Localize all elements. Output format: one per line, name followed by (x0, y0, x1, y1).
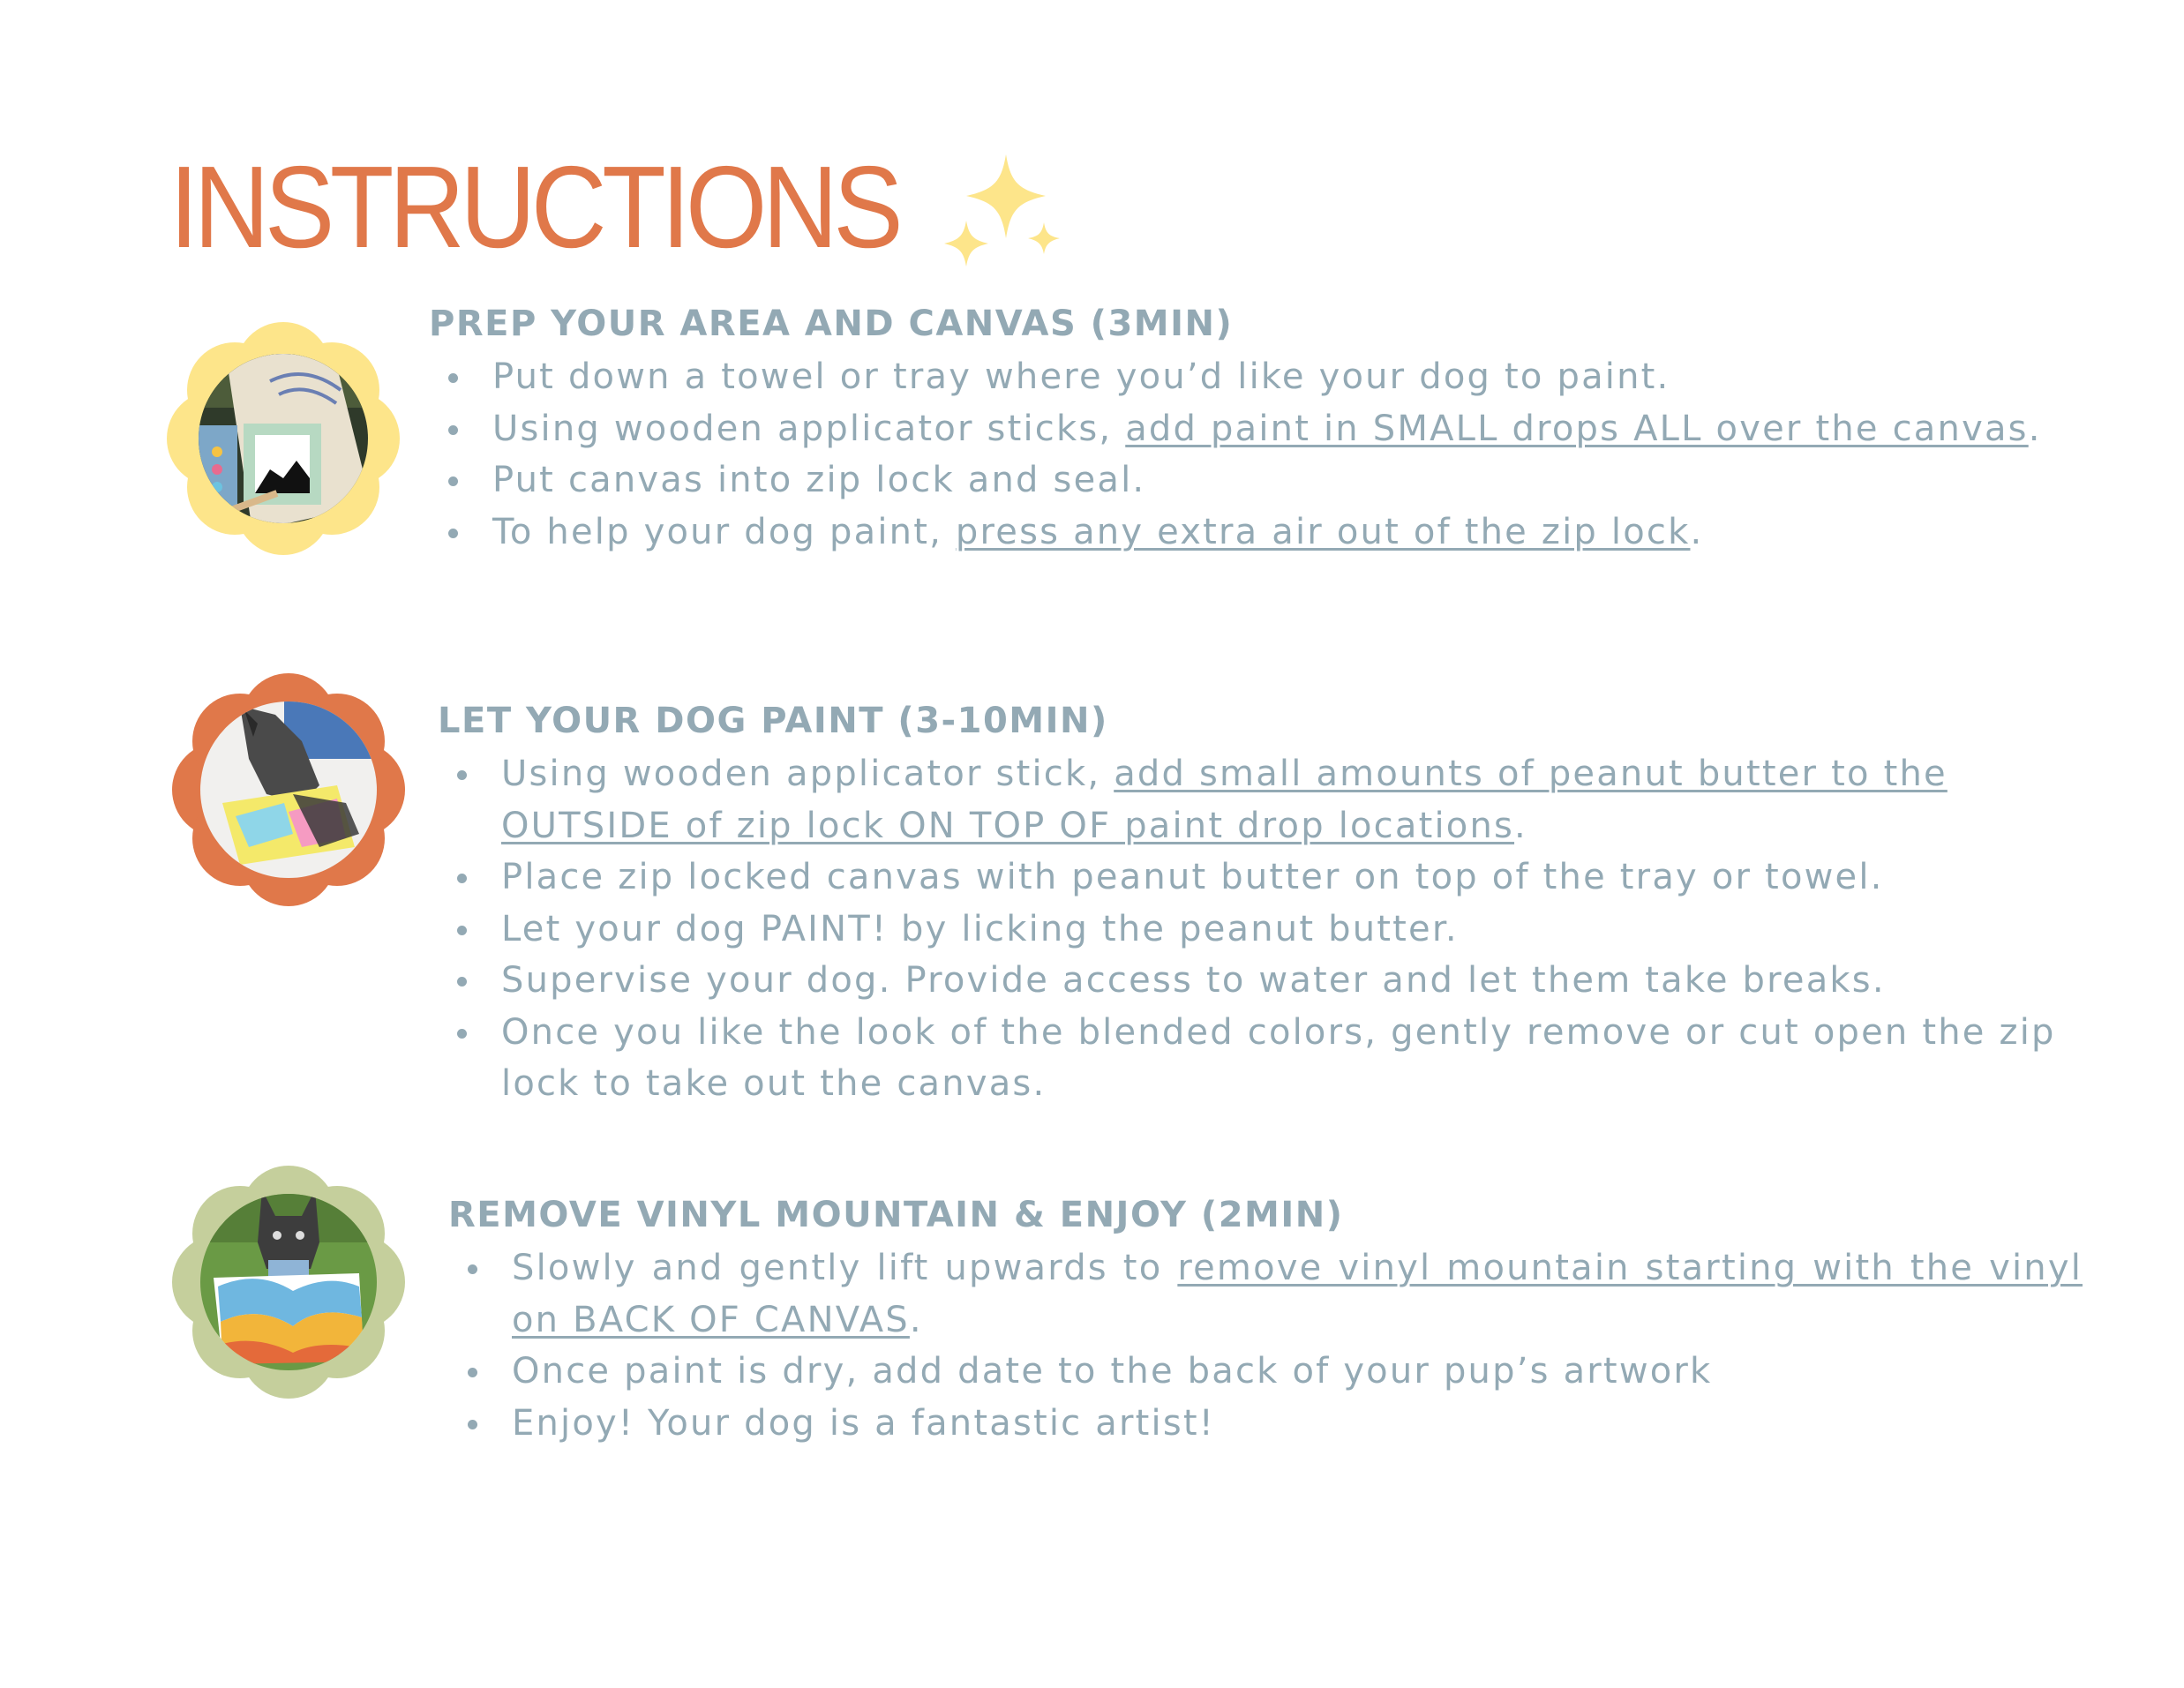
page-title: INSTRUCTIONS (169, 142, 899, 272)
list-item: Enjoy! Your dog is a fantastic artist! (448, 1398, 2072, 1450)
dog-paint-photo-badge (169, 671, 408, 909)
list-item: Using wooden applicator stick, add small amounts of peanut butter to the OUTSIDE of zip lock ON TOP OF paint drop locations. (438, 748, 2061, 852)
list-item: Using wooden applicator sticks, add paint in SMALL drops ALL over the canvas. (429, 403, 2053, 455)
section-heading-dog-paint: LET YOUR DOG PAINT (3-10MIN) (438, 701, 1108, 741)
underlined-link[interactable]: press any extra air out of the zip lock (955, 511, 1691, 552)
underlined-link[interactable]: add small amounts of peanut butter to the OUTSIDE of zip lock ON TOP OF paint drop locations (501, 754, 1948, 846)
steps-list-dog-paint (438, 748, 2061, 1110)
list-item: Once you like the look of the blended colors, gently remove or cut open the zip lock to take out the canvas. (438, 1007, 2061, 1110)
list-item: Put down a towel or tray where you’d like your dog to paint. (429, 351, 2053, 403)
list-item: Place zip locked canvas with peanut butter on top of the tray or towel. (438, 852, 2061, 904)
list-item: Supervise your dog. Provide access to water and let them take breaks. (438, 955, 2061, 1007)
steps-list-remove-vinyl (448, 1242, 2083, 1449)
sparkles-icon (940, 150, 1072, 274)
list-item: To help your dog paint, press any extra air out of the zip lock. (429, 506, 2053, 559)
underlined-link[interactable]: remove vinyl mountain starting with the vinyl on BACK OF CANVAS (512, 1248, 2083, 1340)
section-heading-prep: PREP YOUR AREA AND CANVAS (3MIN) (429, 304, 1234, 344)
finished-art-photo-badge (169, 1163, 408, 1401)
prep-area-photo-badge (164, 319, 402, 558)
list-item: Put canvas into zip lock and seal. (429, 454, 2053, 506)
section-heading-remove-vinyl: REMOVE VINYL MOUNTAIN & ENJOY (2MIN) (448, 1195, 1344, 1235)
underlined-link[interactable]: add paint in SMALL drops ALL over the canvas (1125, 408, 2029, 449)
list-item: Let your dog PAINT! by licking the peanut butter. (438, 904, 2061, 956)
list-item: Slowly and gently lift upwards to remove vinyl mountain starting with the vinyl on BACK OF CANVAS. (448, 1242, 2083, 1346)
steps-list-prep (429, 351, 2053, 558)
list-item: Once paint is dry, add date to the back of your pup’s artwork (448, 1346, 2072, 1398)
